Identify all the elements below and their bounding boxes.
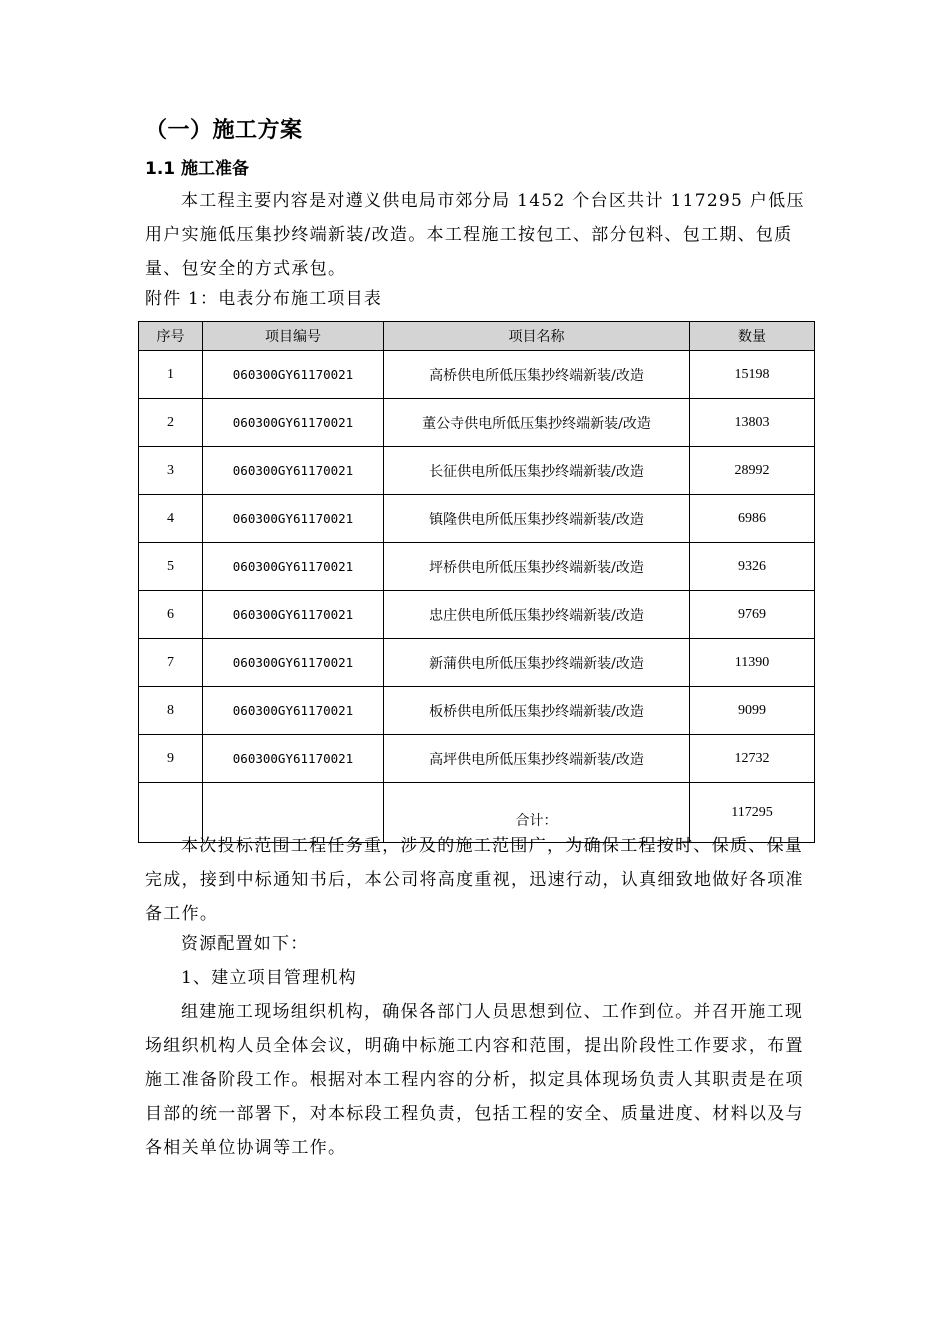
attachment-title: 附件 1：电表分布施工项目表	[145, 289, 383, 309]
resource-line: 资源配置如下：	[181, 934, 309, 954]
row-code: 060300GY61170021	[203, 639, 384, 687]
paragraph-3: 组建施工现场组织机构，确保各部门人员思想到位、工作到位。并召开施工现场组织机构人员全体会议，明确中标施工内容和范围，提出阶段性工作要求，布置施工准备阶段工作。根据对本工程内容的分析，拟定具体现场负责人其职责是在项目部的统一部署下，对本标段工程负责，包括工程的安全、质量进度、材料以及与各相关单位协调等工作。	[145, 1002, 804, 1158]
row-qty: 6986	[690, 495, 815, 543]
row-qty: 9099	[690, 687, 815, 735]
row-name: 董公寺供电所低压集抄终端新装/改造	[384, 399, 690, 447]
row-name: 坪桥供电所低压集抄终端新装/改造	[384, 543, 690, 591]
table-row	[139, 639, 815, 687]
row-name: 新蒲供电所低压集抄终端新装/改造	[384, 639, 690, 687]
row-code: 060300GY61170021	[203, 735, 384, 783]
row-no: 3	[139, 447, 203, 495]
table-row	[139, 399, 815, 447]
total-qty: 117295	[690, 783, 815, 843]
row-no: 6	[139, 591, 203, 639]
header-code: 项目编号	[203, 322, 384, 351]
row-no: 4	[139, 495, 203, 543]
table-row	[139, 495, 815, 543]
subsection-title: 1.1 施工准备	[145, 159, 250, 179]
header-qty: 数量	[690, 322, 815, 351]
table-row	[139, 735, 815, 783]
row-name: 长征供电所低压集抄终端新装/改造	[384, 447, 690, 495]
row-no: 7	[139, 639, 203, 687]
row-code: 060300GY61170021	[203, 399, 384, 447]
item-1-title: 1、建立项目管理机构	[181, 968, 357, 988]
row-code: 060300GY61170021	[203, 591, 384, 639]
row-name: 板桥供电所低压集抄终端新装/改造	[384, 687, 690, 735]
intro-paragraph: 本工程主要内容是对遵义供电局市郊分局 1452 个台区共计 117295 户低压用户实施低压集抄终端新装/改造。本工程施工按包工、部分包料、包工期、包质量、包安全的方式承包。	[145, 191, 805, 279]
row-code: 060300GY61170021	[203, 687, 384, 735]
row-code: 060300GY61170021	[203, 351, 384, 399]
paragraph-2: 本次投标范围工程任务重，涉及的施工范围广，为确保工程按时、保质、保量完成，接到中标通知书后，本公司将高度重视，迅速行动，认真细致地做好各项准备工作。	[145, 836, 804, 924]
row-code: 060300GY61170021	[203, 495, 384, 543]
row-code: 060300GY61170021	[203, 447, 384, 495]
row-qty: 9769	[690, 591, 815, 639]
total-label: 合计：	[384, 783, 690, 843]
row-no: 8	[139, 687, 203, 735]
section-title: （一）施工方案	[145, 118, 303, 143]
row-qty: 9326	[690, 543, 815, 591]
row-qty: 13803	[690, 399, 815, 447]
table-row	[139, 687, 815, 735]
table-row	[139, 543, 815, 591]
row-name: 镇隆供电所低压集抄终端新装/改造	[384, 495, 690, 543]
table-row	[139, 447, 815, 495]
row-no: 5	[139, 543, 203, 591]
row-qty: 28992	[690, 447, 815, 495]
table-row	[139, 351, 815, 399]
header-no: 序号	[139, 322, 203, 351]
header-name: 项目名称	[384, 322, 690, 351]
project-table	[138, 321, 815, 843]
row-qty: 12732	[690, 735, 815, 783]
row-no: 2	[139, 399, 203, 447]
row-qty: 11390	[690, 639, 815, 687]
table-header-row	[139, 322, 815, 351]
row-name: 高坪供电所低压集抄终端新装/改造	[384, 735, 690, 783]
row-name: 忠庄供电所低压集抄终端新装/改造	[384, 591, 690, 639]
table-row	[139, 591, 815, 639]
row-qty: 15198	[690, 351, 815, 399]
row-no: 1	[139, 351, 203, 399]
row-code: 060300GY61170021	[203, 543, 384, 591]
row-no: 9	[139, 735, 203, 783]
row-name: 高桥供电所低压集抄终端新装/改造	[384, 351, 690, 399]
